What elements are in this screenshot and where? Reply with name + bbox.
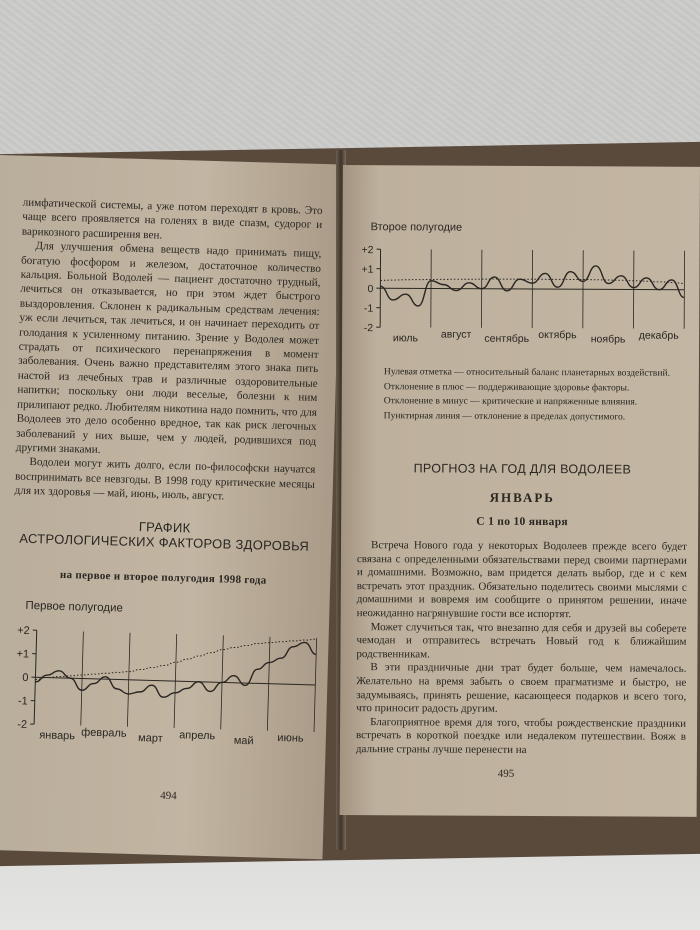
chart-caption-first-half: Первое полугодие <box>25 599 124 615</box>
x-tick-label: январь <box>39 729 76 743</box>
chart-second-half <box>346 239 693 359</box>
x-tick-label: июнь <box>277 731 304 745</box>
chart-legend <box>370 365 686 425</box>
x-tick-label: апрель <box>178 729 216 743</box>
x-tick-label: июль <box>392 332 419 345</box>
left-page-body <box>14 196 322 507</box>
right-paragraph: Может случиться так, что внезапно для себя и друзей вы соберете чемодан и отправитесь встречать Новый год к ближайшим родственникам. <box>356 620 687 661</box>
left-paragraph: Для улучшения обмена веществ надо принимать пищу, богатую фосфором и железом, достаточное количество кальция. Больной Водолей — пациент достаточно трудный, лечиться он отказывается, но при этом ждет быстрого выздоровления. Склонен к радикальным средствам лечения: уж если лечиться, так лечиться, и он начинает переходить от голодания к усиленному питанию. Зрение у Водолея может страдать от психического перенапряжения в момент заболевания. Очень важно представителям этого знака пить настой из лечебных трав и различные оздоровительные напитки; поскольку они люди веселые, болезни к ним прилипают редко. Любителям никотина надо помнить, что для Водолеев это дело особенно вредное, так как риск легочных заболеваний у них выше, чем у людей, родившихся под другими знаками. <box>15 240 322 456</box>
legend-item: Пунктирная линия — отклонение в пределах допустимого. <box>383 409 626 423</box>
left-paragraph: лимфатической системы, а уже потом переходят в кровь. Это чаще всего проявляется на голенях в виде спазм, судорог и варикозного расширения вен. <box>21 196 323 242</box>
x-tick-label: май <box>233 734 254 748</box>
y-tick-label: 0 <box>367 283 374 296</box>
right-page <box>340 165 700 817</box>
forecast-heading: ПРОГНОЗ НА ГОД ДЛЯ ВОДОЛЕЕВ <box>413 461 632 477</box>
x-tick-label: август <box>440 328 472 341</box>
chart-heading-line2: АСТРОЛОГИЧЕСКИХ ФАКТОРОВ ЗДОРОВЬЯ <box>19 530 310 554</box>
y-tick-label: -2 <box>17 718 28 731</box>
legend-item: Отклонение в плюс — поддерживающие здоровье факторы. <box>383 380 630 394</box>
page-number-left: 494 <box>160 789 177 803</box>
y-tick-label: -1 <box>17 695 28 708</box>
x-tick-label: декабрь <box>638 329 679 342</box>
legend-item: Отклонение в минус — критические и напряженные влияния. <box>383 395 638 408</box>
chart-heading <box>9 515 320 554</box>
y-tick-label: +1 <box>16 648 30 661</box>
chart-subheading: на первое и второе полугодия 1998 года <box>59 568 267 587</box>
period-heading: С 1 по 10 января <box>476 515 568 529</box>
right-paragraph: Благоприятное время для того, чтобы рождественские праздники встречать в короткой поездке или недалеком путешествии. Вояж в дальние страны лучше перенести на <box>355 715 687 756</box>
chart-heading-line1: ГРАФИК <box>138 519 191 536</box>
y-tick-label: -1 <box>363 302 374 315</box>
y-tick-label: 0 <box>22 671 29 684</box>
y-tick-label: +2 <box>17 624 30 638</box>
x-tick-label: март <box>137 732 163 745</box>
x-tick-label: февраль <box>81 726 127 740</box>
right-paragraph: Встреча Нового года у некоторых Водолеев прежде всего будет связана с определенными обязательствами перед своими партнерами и домашними. Возможно, вам придется делать выбор, где и с кем встречать этот праздник. Обязательно поделитесь своими мыслями с домашними и вовремя им сообщите о принятом решении, иначе неожиданно нагрянувшие гости все испортят. <box>356 539 688 621</box>
x-tick-label: ноябрь <box>590 333 626 346</box>
legend-item: Нулевая отметка — относительный баланс планетарных воздействий. <box>383 366 671 379</box>
y-tick-label: +1 <box>361 263 374 276</box>
x-tick-label: октябрь <box>538 329 577 342</box>
chart-first-half <box>0 617 321 756</box>
page-number-right: 495 <box>497 767 515 780</box>
y-tick-label: -2 <box>363 322 374 335</box>
left-page <box>0 155 342 859</box>
right-paragraph: В эти праздничные дни трат будет больше, чем намечалось. Желательно на время забыть о своем прагматизме и быстро, не задумываясь, принять решение, касающееся подарков и всего того, что приносит радость другим. <box>356 661 687 715</box>
y-tick-label: +2 <box>361 244 374 257</box>
background-wall <box>0 0 700 165</box>
left-paragraph: Водолеи могут жить долго, если по-философски научатся воспринимать все невзгоды. В 1998 году критические месяцы для их здоровья — май, июнь, июль, август. <box>14 456 316 503</box>
x-tick-label: сентябрь <box>484 332 530 345</box>
month-heading: ЯНВАРЬ <box>489 489 555 506</box>
right-page-body <box>356 539 687 758</box>
chart-caption-second-half: Второе полугодие <box>370 221 463 234</box>
